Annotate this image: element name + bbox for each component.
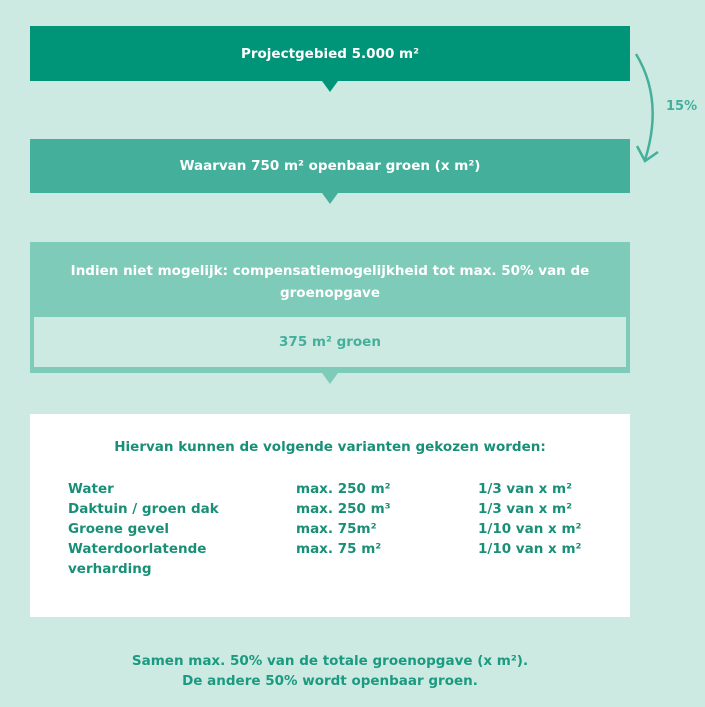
down-pointer-icon	[322, 193, 338, 204]
variant-max: max. 75 m²	[296, 541, 382, 557]
variant-name: Waterdoorlatende verharding	[68, 541, 207, 577]
variant-fraction: 1/3 van x m²	[478, 481, 573, 497]
variant-fraction: 1/10 van x m²	[478, 541, 582, 557]
variants-title: Hiervan kunnen de volgende varianten gekozen worden:	[114, 439, 546, 455]
variant-name: Daktuin / groen dak	[68, 501, 219, 517]
variant-fraction: 1/10 van x m²	[478, 521, 582, 537]
down-pointer-icon	[322, 81, 338, 92]
public-green-box: Waarvan 750 m² openbaar groen (x m²)	[30, 139, 630, 193]
percentage-label: 15%	[666, 99, 698, 114]
compensation-heading: Indien niet mogelijk: compensatiemogelijkheid tot max. 50% van de groenopgave	[70, 263, 590, 301]
project-area-box: Projectgebied 5.000 m²	[30, 26, 630, 81]
compensation-box	[30, 242, 630, 373]
footer-line-2: De andere 50% wordt openbaar groen.	[182, 673, 478, 689]
variants-panel	[30, 414, 630, 617]
down-pointer-icon	[322, 373, 338, 384]
footer-line-1: Samen max. 50% van de totale groenopgave (x m²).	[131, 653, 529, 669]
variant-name: Water	[68, 481, 114, 497]
variant-max: max. 250 m²	[296, 481, 391, 497]
compensation-value: 375 m² groen	[34, 317, 626, 367]
footer-note	[0, 651, 660, 691]
variant-max: max. 250 m³	[296, 501, 391, 517]
variant-name: Groene gevel	[68, 521, 170, 537]
variant-max: max. 75m²	[296, 521, 377, 537]
variant-fraction: 1/3 van x m²	[478, 501, 573, 517]
